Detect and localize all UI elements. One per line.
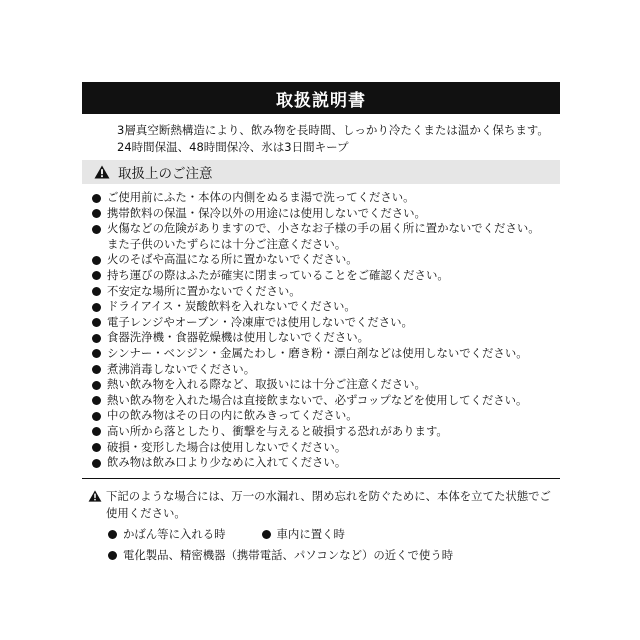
caution-item-line: 電子レンジやオーブン・冷凍庫では使用しないでください。	[107, 314, 413, 329]
caution-item	[92, 362, 552, 378]
note-case-row	[108, 547, 558, 564]
caution-item-text	[107, 330, 369, 346]
caution-item-text	[107, 284, 301, 300]
caution-item-text	[107, 393, 527, 409]
caution-item-line: シンナー・ベンジン・金属たわし・磨き粉・漂白剤などは使用しないでください。	[107, 345, 528, 360]
caution-heading: 取扱上のご注意	[118, 166, 213, 182]
caution-item-text	[107, 252, 358, 268]
bullet-dot	[92, 271, 101, 280]
caution-list	[92, 190, 552, 471]
caution-item	[92, 330, 552, 346]
caution-item-line: 火のそばや高温になる所に置かないでください。	[107, 252, 358, 267]
note-case-row	[108, 526, 558, 543]
caution-item	[92, 440, 552, 456]
caution-item-line: 携帯飲料の保温・保冷以外の用途には使用しないでください。	[107, 205, 426, 220]
caution-item-text	[107, 455, 346, 471]
caution-item-text	[107, 206, 426, 222]
bullet-dot	[92, 194, 101, 203]
caution-item	[92, 377, 552, 393]
note-text: 下記のような場合には、万一の水漏れ、閉め忘れを防ぐために、本体を立てた状態でご使用ください。	[106, 489, 551, 520]
caution-item-text	[107, 346, 528, 362]
bullet-dot	[108, 530, 117, 539]
bullet-dot	[92, 209, 101, 218]
caution-item-line: 食器洗浄機・食器乾燥機は使用しないでください。	[107, 330, 369, 345]
intro-text	[117, 122, 557, 156]
caution-item	[92, 190, 552, 206]
caution-item-text	[107, 408, 358, 424]
warning-triangle-icon	[88, 490, 102, 507]
bullet-dot	[92, 443, 101, 452]
caution-item-text	[107, 377, 426, 393]
bullet-dot	[108, 551, 117, 560]
bullet-dot	[92, 256, 101, 265]
caution-item-line: ドライアイス・炭酸飲料を入れないでください。	[107, 299, 356, 314]
caution-item	[92, 424, 552, 440]
caution-item	[92, 408, 552, 424]
caution-item-line: 中の飲み物はその日の内に飲みきってください。	[107, 408, 358, 423]
caution-item-text	[107, 190, 415, 206]
caution-item	[92, 315, 552, 331]
note-head	[88, 488, 558, 522]
caution-item	[92, 455, 552, 471]
caution-item-text	[107, 221, 540, 252]
caution-item-text	[107, 440, 346, 456]
section-divider	[82, 478, 560, 479]
bullet-dot	[92, 287, 101, 296]
note-case: 車内に置く時	[276, 527, 345, 541]
bullet-dot	[92, 412, 101, 421]
bullet-dot	[92, 334, 101, 343]
caution-item-text	[107, 299, 356, 315]
caution-item-line: 熱い飲み物を入れる際など、取扱いには十分ご注意ください。	[107, 377, 426, 392]
caution-item	[92, 393, 552, 409]
caution-item-line: 飲み物は飲み口より少なめに入れてください。	[107, 455, 347, 470]
bullet-dot	[92, 365, 101, 374]
intro-line: 24時間保温、48時間保冷、氷は3日間キープ	[117, 140, 349, 154]
caution-header	[82, 160, 560, 184]
bullet-dot	[92, 318, 101, 327]
manual-title	[82, 82, 560, 114]
caution-item	[92, 346, 552, 362]
bullet-dot	[92, 303, 101, 312]
caution-item	[92, 206, 552, 222]
bullet-dot	[92, 349, 101, 358]
bullet-dot	[92, 225, 101, 234]
caution-item	[92, 299, 552, 315]
caution-item	[92, 221, 552, 252]
bullet-dot	[92, 459, 101, 468]
caution-item-line: ご使用前にふた・本体の内側をぬるま湯で洗ってください。	[107, 190, 415, 204]
bullet-dot	[92, 396, 101, 405]
bullet-dot	[92, 381, 101, 390]
bullet-dot	[92, 427, 101, 436]
caution-item	[92, 268, 552, 284]
caution-item	[92, 252, 552, 268]
caution-item-text	[107, 268, 449, 284]
caution-item-line: また子供のいたずらには十分ご注意ください。	[107, 236, 347, 251]
caution-item-line: 煮沸消毒しないでください。	[107, 361, 256, 376]
note-case: かばん等に入れる時	[123, 527, 226, 541]
caution-item-line: 火傷などの危険がありますので、小さなお子様の手の届く所に置かないでください。	[107, 221, 540, 236]
intro-line: 3層真空断熱構造により、飲み物を長時間、しっかり冷たくまたは温かく保ちます。	[117, 123, 549, 137]
manual-title-text: 取扱説明書	[276, 90, 366, 111]
caution-item-line: 破損・変形した場合は使用しないでください。	[107, 439, 347, 454]
caution-item-line: 持ち運びの際はふたが確実に閉まっていることをご確認ください。	[107, 267, 449, 282]
warning-triangle-icon	[94, 165, 110, 179]
note-case: 電化製品、精密機器（携帯電話、パソコンなど）の近くで使う時	[123, 548, 454, 562]
caution-item-line: 不安定な場所に置かないでください。	[107, 283, 301, 298]
bullet-dot	[262, 530, 271, 539]
caution-item	[92, 284, 552, 300]
placement-note	[88, 488, 558, 564]
caution-item-line: 高い所から落としたり、衝撃を与えると破損する恐れがあります。	[107, 423, 448, 438]
caution-item-line: 熱い飲み物を入れた場合は直接飲まないで、必ずコップなどを使用してください。	[107, 392, 528, 407]
caution-item-text	[107, 362, 255, 378]
caution-item-text	[107, 424, 448, 440]
caution-item-text	[107, 315, 413, 331]
